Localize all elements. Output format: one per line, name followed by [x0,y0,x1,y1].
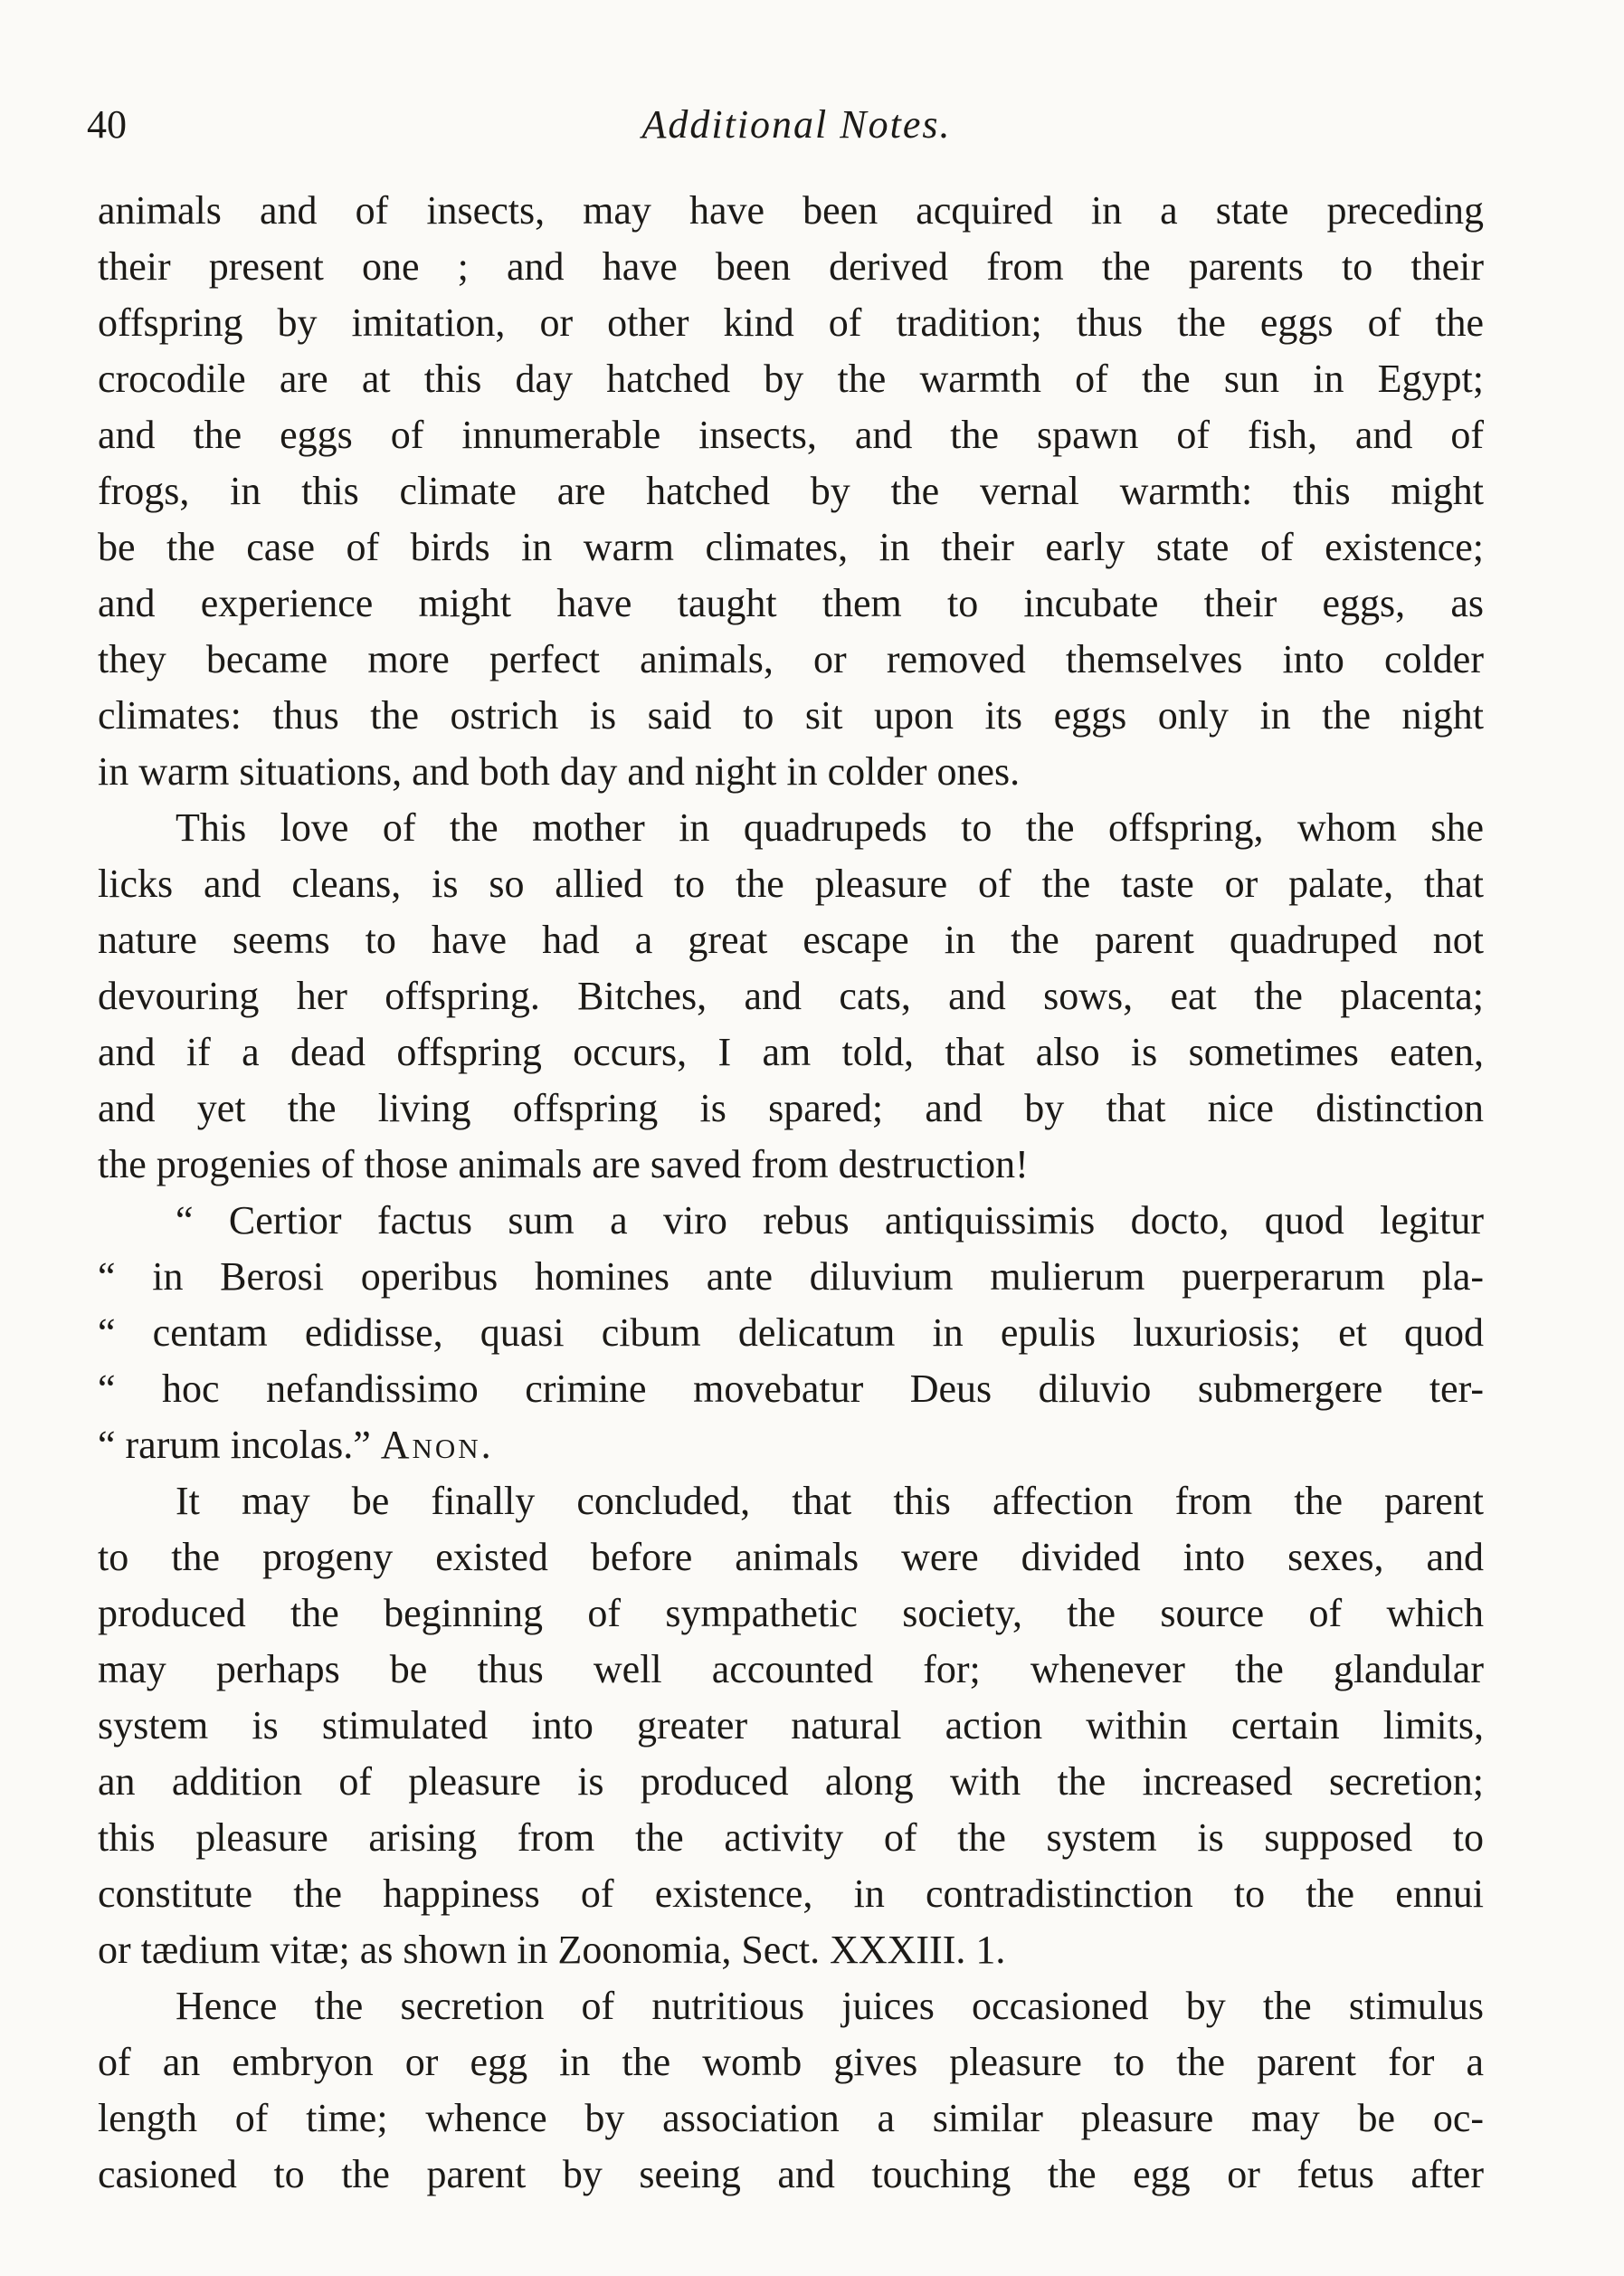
text-line: crocodile are at this day hatched by the warmth of the sun in Egypt; [98,357,1484,401]
text-line: casioned to the parent by seeing and touching the egg or fetus after [98,2152,1484,2196]
text-line: an addition of pleasure is produced along with the increased secretion; [98,1759,1484,1804]
text-line: they became more perfect animals, or removed themselves into colder [98,637,1484,681]
latin-quotation [98,1193,1484,1473]
text-line: their present one ; and have been derived from the parents to their [98,244,1484,289]
text-line: licks and cleans, is so allied to the pleasure of the taste or palate, that [98,862,1484,906]
page-header [87,101,1506,165]
text-line: devouring her offspring. Bitches, and cats, and sows, eat the placenta; [98,974,1484,1018]
text-line: the progenies of those animals are saved from destruction! [98,1142,1029,1186]
text-line: This love of the mother in quadrupeds to the offspring, whom she [176,805,1484,850]
text-line: system is stimulated into greater natural action within certain limits, [98,1703,1484,1747]
text-line: and yet the living offspring is spared; and by that nice distinction [98,1086,1484,1130]
quote-final-text: “ rarum incolas.” [98,1423,371,1467]
text-line: nature seems to have had a great escape in the parent quadruped not [98,918,1484,962]
text-line: constitute the happiness of existence, in contradistinction to the ennui [98,1871,1484,1916]
text-line: “ hoc nefandissimo crimine movebatur Deus diluvio submergere ter- [98,1367,1484,1411]
text-line: offspring by imitation, or other kind of tradition; thus the eggs of the [98,300,1484,345]
text-line: this pleasure arising from the activity of the system is supposed to [98,1815,1484,1860]
text-line: in warm situations, and both day and night in colder ones. [98,749,1021,794]
text-line: to the progeny existed before animals were divided into sexes, and [98,1535,1484,1579]
paragraph [98,1473,1484,1978]
text-line: frogs, in this climate are hatched by the vernal warmth: this might [98,469,1484,513]
text-line: and the eggs of innumerable insects, and the spawn of fish, and of [98,413,1484,457]
text-line: “ centam edidisse, quasi cibum delicatum in epulis luxuriosis; et quod [98,1310,1484,1355]
text-line: may perhaps be thus well accounted for; whenever the glandular [98,1647,1484,1691]
paragraph [98,800,1484,1193]
text-line: climates: thus the ostrich is said to sit upon its eggs only in the night [98,693,1484,738]
text-line: It may be finally concluded, that this affection from the parent [176,1479,1484,1523]
paragraph [98,1978,1484,2203]
text-line: and experience might have taught them to incubate their eggs, as [98,581,1484,625]
text-line: animals and of insects, may have been acquired in a state preceding [98,188,1484,233]
quote-attribution: Anon. [380,1423,494,1467]
text-line [98,1417,1484,1473]
running-title: Additional Notes. [641,102,952,147]
page-body [98,183,1484,2203]
text-line: Hence the secretion of nutritious juices occasioned by the stimulus [176,1984,1484,2028]
text-line: of an embryon or egg in the womb gives pleasure to the parent for a [98,2040,1484,2084]
page-number: 40 [87,102,127,147]
text-line: produced the beginning of sympathetic society, the source of which [98,1591,1484,1635]
text-line: length of time; whence by association a similar pleasure may be oc- [98,2096,1484,2140]
text-line: “ in Berosi operibus homines ante diluvium mulierum puerperarum pla- [98,1254,1484,1299]
text-line: “ Certior factus sum a viro rebus antiquissimis docto, quod legitur [176,1198,1484,1243]
text-line: be the case of birds in warm climates, in their early state of existence; [98,525,1484,569]
text-line: and if a dead offspring occurs, I am told, that also is sometimes eaten, [98,1030,1484,1074]
paragraph [98,183,1484,800]
text-line: or tædium vitæ; as shown in Zoonomia, Sect. XXXIII. 1. [98,1928,1006,1972]
